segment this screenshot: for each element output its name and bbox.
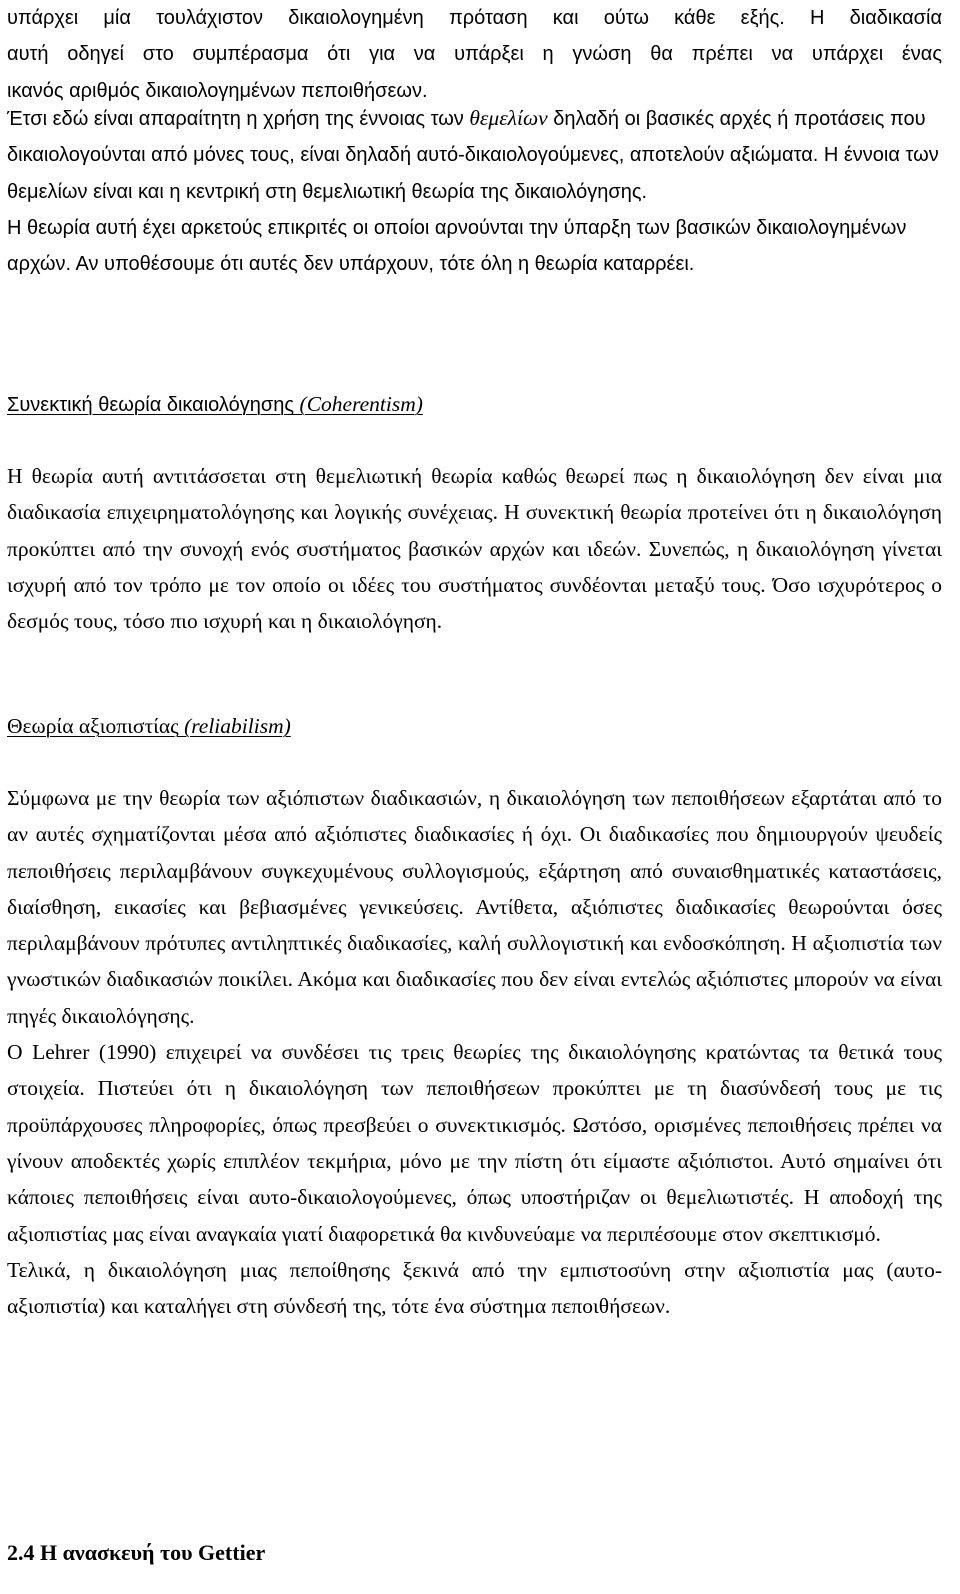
- reliabilism-paragraph-3: Τελικά, η δικαιολόγηση μιας πεποίθησης ξεκινά από την εμπιστοσύνη στην αξιοπιστία μας (αυτο-αξιοπιστία) και καταλήγει στη σύνδεσή της, τότε ένα σύστημα πεποιθήσεων.: [7, 1257, 942, 1319]
- coherentism-paragraph: Η θεωρία αυτή αντιτάσσεται στη θεμελιωτική θεωρία καθώς θεωρεί πως η δικαιολόγηση δεν είναι μια διαδικασία επιχειρηματολόγησης και λογικής συνέχειας. Η συνεκτική θεωρία προτείνει ότι η δικαιολόγηση προκύπτει από την συνοχή ενός συστήματος βασικών αρχών και ιδεών. Συνεπώς, η δικαιολόγηση γίνεται ισχυρή από τον τρόπο με τον οποίο οι ιδέες του συστήματος συνδέονται μεταξύ τους. Όσο ισχυρότερος ο δεσμός τους, τόσο πιο ισχυρή και η δικαιολόγηση.: [7, 464, 942, 634]
- reliabilism-paragraph-1: Σύμφωνα με την θεωρία των αξιόπιστων διαδικασιών, η δικαιολόγηση των πεποιθήσεων εξαρτάται από το αν αυτές σχηματίζονται μέσα από αξιόπιστες διαδικασίες ή όχι. Οι διαδικασίες που δημιουργούν ψευδείς πεποιθήσεις περιλαμβάνουν συγκεχυμένους συλλογισμούς, εξάρτηση από συναισθηματικές καταστάσεις, διαίσθηση, εικασίες και βεβιασμένες γενικεύσεις. Αντίθετα, αξιόπιστες διαδικασίες θεωρούνται όσες περιλαμβάνουν πρότυπες αντιληπτικές διαδικασίες, καλή συλλογιστική και ενδοσκόπηση. Η αξιοπιστία των γνωστικών διαδικασιών ποικίλει. Ακόμα και διαδικασίες που δεν είναι εντελώς αξιόπιστες μπορούν να είναι πηγές δικαιολόγησης.: [7, 786, 942, 1028]
- reliabilism-body-block: [7, 780, 942, 1324]
- foundationalism-p1-after: δηλαδή οι βασικές αρχές ή προτάσεις που δικαιολογούνται από μόνες τους, είναι δηλαδή αυτό-δικαιολογούμενες, αποτελούν αξιώματα. Η έννοια των θεμελίων είναι και η κεντρική στη θεμελιωτική θεωρία της δικαιολόγησης.: [7, 108, 939, 203]
- coherentism-body-block: [7, 458, 942, 639]
- intro-line-3: ικανός αριθμός δικαιολογημένων πεποιθήσεων.: [7, 79, 428, 102]
- foundationalism-p1-before: Έτσι εδώ είναι απαραίτητη η χρήση της έννοιας των: [7, 108, 470, 130]
- coherentism-heading-block: [7, 386, 942, 423]
- reliabilism-paragraph-2: Ο Lehrer (1990) επιχειρεί να συνδέσει τις τρεις θεωρίες της δικαιολόγησης κρατώντας τα θετικά τους στοιχεία. Πιστεύει ότι η δικαιολόγηση των πεποιθήσεων προκύπτει με τη διασύνδεσή τους με τις προϋπάρχουσες πληροφορίες, όπως πρεσβεύει ο συνεκτικισμός. Ωστόσο, ορισμένες πεποιθήσεις πρέπει να γίνουν αποδεκτές χωρίς επιπλέον τεκμήρια, μόνο με την πίστη ότι είμαστε αξιόπιστοι. Αυτό σημαίνει ότι κάποιες πεποιθήσεις είναι αυτο-δικαιολογούμενες, όπως υποστήριζαν οι θεμελιωτιστές. Η αποδοχή της αξιοπιστίας μας είναι αναγκαία γιατί διαφορετικά θα κινδυνεύαμε να περιπέσουμε στον σκεπτικισμό.: [7, 1040, 942, 1246]
- section-heading-block: [7, 1535, 942, 1571]
- reliabilism-heading-block: [7, 708, 942, 744]
- section-heading: 2.4 Η ανασκευή του Gettier: [7, 1540, 266, 1565]
- foundationalism-paragraph-1: [7, 100, 942, 210]
- reliabilism-heading-text: Θεωρία αξιοπιστίας: [7, 714, 185, 738]
- coherentism-heading-italic: (Coherentism): [299, 392, 423, 416]
- coherentism-heading-text: Συνεκτική θεωρία δικαιολόγησης: [7, 394, 300, 416]
- foundationalism-block: [7, 100, 942, 282]
- intro-line-2: αυτή οδηγεί στο συμπέρασμα ότι για να υπάρξει η γνώση θα πρέπει να υπάρχει ένας: [7, 43, 942, 66]
- intro-block: [7, 0, 942, 109]
- reliabilism-heading-italic: (reliabilism): [184, 714, 291, 738]
- coherentism-heading: [7, 386, 942, 423]
- reliabilism-heading: [7, 708, 942, 744]
- intro-line-1: υπάρχει μία τουλάχιστον δικαιολογημένη πρόταση και ούτω κάθε εξής. Η διαδικασία: [7, 7, 942, 29]
- foundationalism-p1-italic: θεμελίων: [469, 106, 548, 130]
- foundationalism-paragraph-2: Η θεωρία αυτή έχει αρκετούς επικριτές οι οποίοι αρνούνται την ύπαρξη των βασικών δικαιολογημένων αρχών. Αν υποθέσουμε ότι αυτές δεν υπάρχουν, τότε όλη η θεωρία καταρρέει.: [7, 216, 907, 276]
